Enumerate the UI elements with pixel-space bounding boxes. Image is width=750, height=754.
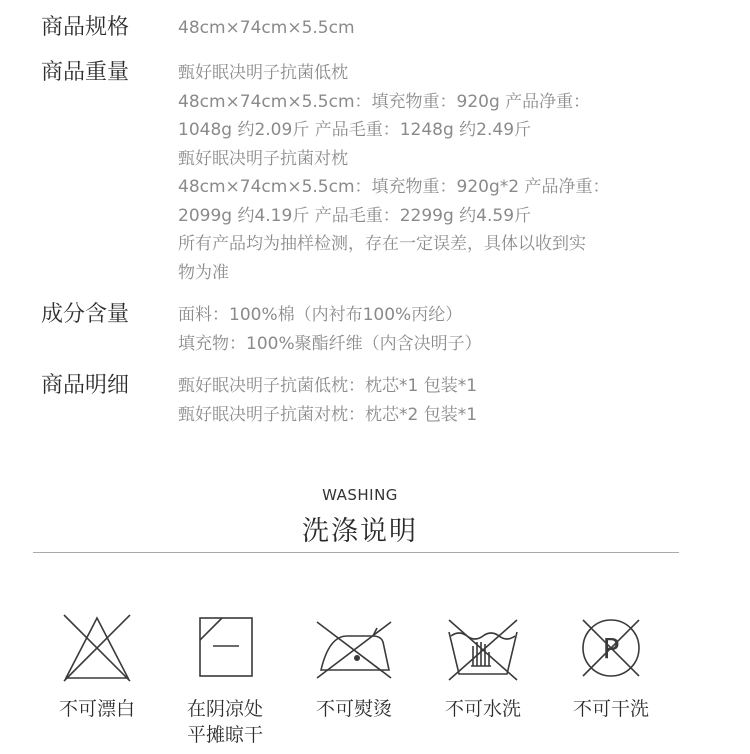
care-label: 不可熨烫 xyxy=(315,698,392,720)
spec-label: 商品明细 xyxy=(41,373,130,398)
spec-line: 48cm×74cm×5.5cm：填充物重：920g 产品净重： xyxy=(178,91,591,112)
no-dry-clean-icon xyxy=(575,612,647,684)
spec-line: 面料：100%棉（内衬布100%丙纶） xyxy=(178,305,463,325)
care-label: 不可漂白 xyxy=(58,698,135,720)
washing-title-en: WASHING xyxy=(322,486,398,504)
svg-text:P: P xyxy=(602,632,620,665)
care-item-no-dry-clean xyxy=(561,612,661,722)
spec-value xyxy=(178,372,648,429)
spec-label: 成分含量 xyxy=(41,302,130,327)
care-label: 不可干洗 xyxy=(572,698,649,720)
care-item-dry-flat-shade xyxy=(175,612,275,748)
spec-line: 甄好眠决明子抗菌低枕：枕芯*1 包装*1 xyxy=(178,376,478,396)
spec-line: 所有产品均为抽样检测，存在一定误差，具体以收到实 xyxy=(178,234,586,254)
spec-line: 甄好眠决明子抗菌低枕 xyxy=(178,63,348,83)
care-item-no-wash xyxy=(433,612,533,722)
washing-title-cn: 洗涤说明 xyxy=(302,516,418,547)
spec-value xyxy=(178,301,648,358)
spec-line: 甄好眠决明子抗菌对枕：枕芯*2 包装*1 xyxy=(178,404,478,425)
spec-value xyxy=(178,59,648,287)
care-label: 不可水洗 xyxy=(444,698,521,720)
no-bleach-icon xyxy=(61,612,133,684)
spec-line: 2099g 约4.19斤 产品毛重：2299g 约4.59斤 xyxy=(178,205,532,226)
care-label: 平摊晾干 xyxy=(186,724,263,746)
spec-label: 商品规格 xyxy=(41,15,130,40)
dry-flat-in-shade-icon xyxy=(189,612,261,684)
care-item-no-iron xyxy=(304,612,404,722)
spec-line: 甄好眠决明子抗菌对枕 xyxy=(178,148,348,169)
spec-line: 48cm×74cm×5.5cm：填充物重：920g*2 产品净重： xyxy=(178,177,610,197)
spec-line: 1048g 约2.09斤 产品毛重：1248g 约2.49斤 xyxy=(178,120,532,140)
spec-label: 商品重量 xyxy=(41,60,130,85)
spec-line: 48cm×74cm×5.5cm xyxy=(178,18,355,38)
spec-line: 物为准 xyxy=(178,262,229,283)
care-label: 在阴凉处 xyxy=(186,698,263,720)
section-divider xyxy=(33,552,679,553)
no-wash-icon xyxy=(443,612,523,684)
no-iron-icon xyxy=(311,612,397,684)
spec-line: 填充物：100%聚酯纤维（内含决明子） xyxy=(178,333,482,354)
care-item-no-bleach xyxy=(47,612,147,722)
spec-value xyxy=(178,14,648,43)
